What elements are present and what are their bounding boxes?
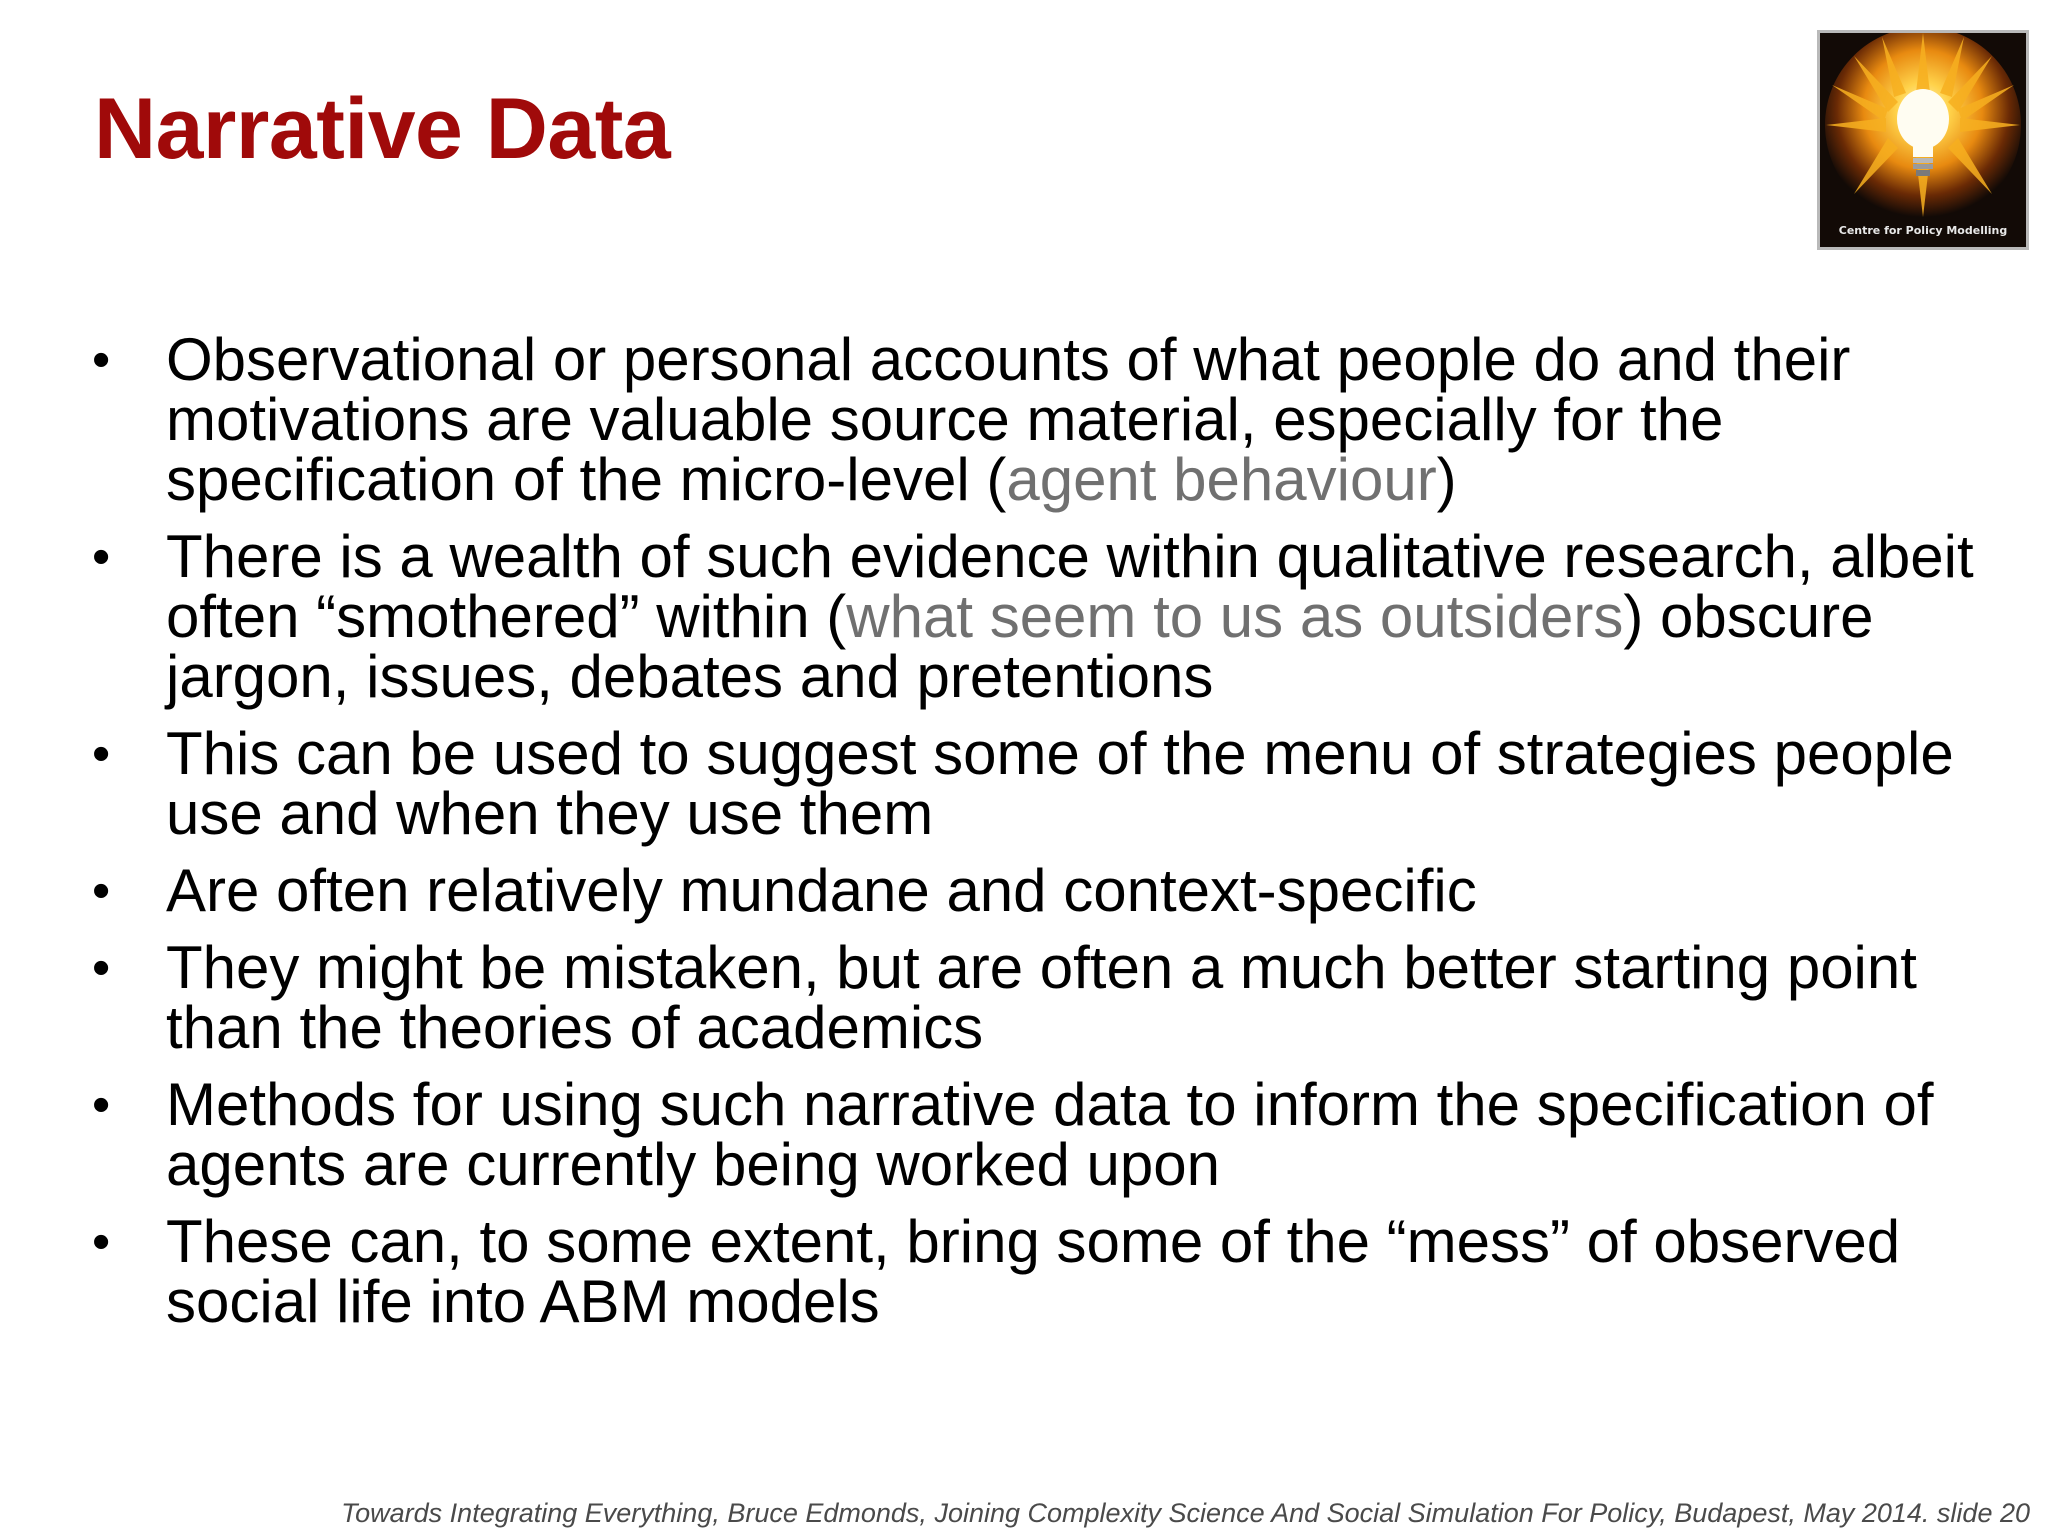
bullet-item (92, 934, 1992, 1061)
bullet-text: There is a wealth of such evidence within qualitative research, albeit often “smothered” within ( (166, 523, 1974, 650)
slide-title: Narrative Data (94, 81, 671, 177)
bullet-dot: • (92, 1076, 111, 1134)
bullet-dot: • (92, 725, 111, 783)
lightbulb-icon (1820, 33, 2026, 247)
bullet-item (92, 1071, 1992, 1198)
bullet-aside-text: what seem to us as outsiders (846, 583, 1624, 650)
bullet-text-end: ) obscure jargon, issues, debates and pretentions (166, 583, 1874, 710)
centre-for-policy-modelling-logo (1817, 30, 2029, 250)
bullet-text-end: ) (1436, 446, 1457, 513)
bullet-text: These can, to some extent, bring some of the “mess” of observed social life into ABM models (166, 1208, 1901, 1335)
bullet-item (92, 1208, 1992, 1335)
bullet-dot: • (92, 862, 111, 920)
bullet-text: Are often relatively mundane and context-specific (166, 857, 1477, 924)
bullet-dot: • (92, 528, 111, 586)
logo-caption: Centre for Policy Modelling (1838, 224, 2008, 237)
bullet-dot: • (92, 939, 111, 997)
bullet-item (92, 720, 1992, 847)
bullet-text: Methods for using such narrative data to inform the specification of agents are currently being worked upon (166, 1071, 1934, 1198)
bullet-item (92, 326, 1992, 513)
bullet-text: They might be mistaken, but are often a much better starting point than the theories of academics (166, 934, 1917, 1061)
bullet-dot: • (92, 1213, 111, 1271)
bullet-item (92, 523, 1992, 710)
bullet-aside-text: agent behaviour (1006, 446, 1437, 513)
bullet-list (92, 326, 1992, 1349)
bullet-item (92, 857, 1992, 924)
bullet-text: This can be used to suggest some of the menu of strategies people use and when they use them (166, 720, 1954, 847)
bullet-text: Observational or personal accounts of what people do and their motivations are valuable source material, especially for the specification of the micro-level ( (166, 326, 1851, 513)
bullet-dot: • (92, 331, 111, 389)
slide-footer: Towards Integrating Everything, Bruce Edmonds, Joining Complexity Science And Social Simulation For Policy, Budapest, May 2014. slide 20 (341, 1498, 2030, 1528)
